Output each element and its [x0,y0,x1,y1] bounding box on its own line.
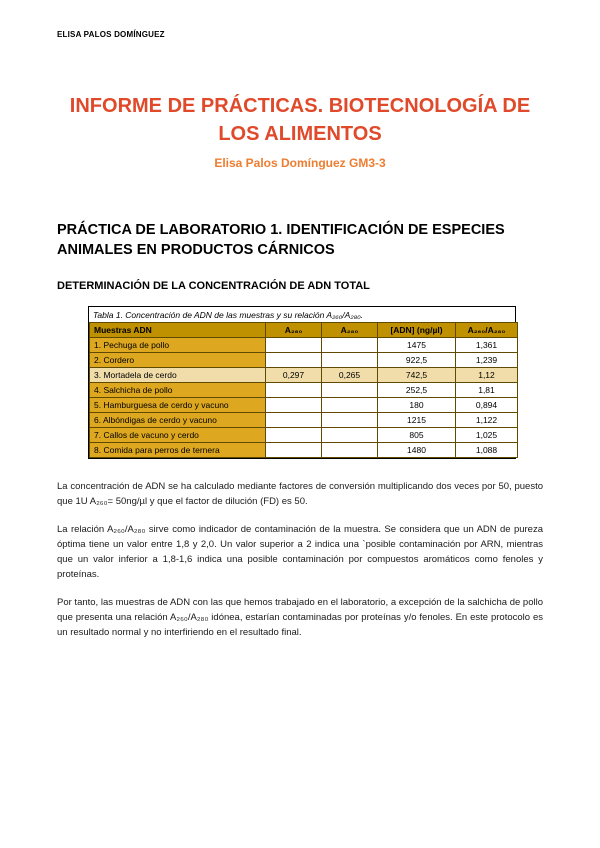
col-header-a280: A₂₈₀ [322,322,378,337]
a260-value [266,397,322,412]
ratio-value: 1,12 [456,367,518,382]
table-row [90,397,518,412]
a280-value [322,337,378,352]
a280-value [322,412,378,427]
adn-value: 805 [378,427,456,442]
ratio-value: 1,239 [456,352,518,367]
table-header-row [90,322,518,337]
adn-value: 742,5 [378,367,456,382]
adn-value: 1215 [378,412,456,427]
sample-name: 2. Cordero [90,352,266,367]
sample-name: 3. Mortadela de cerdo [90,367,266,382]
adn-value: 1480 [378,442,456,457]
paragraph-ratio: La relación A₂₆₀/A₂₈₀ sirve como indicador de contaminación de la muestra. Se considera que un ADN de pureza óptima tiene un valor entre 1,8 y 2,0. Un valor superior a 2 indica una `posible contaminación por ARN, mientras que un valor inferior a 1,8-1,6 indica una posible contaminación por compuestos aromáticos como fenoles y proteínas. [57,523,543,580]
ratio-value: 1,025 [456,427,518,442]
a280-value [322,382,378,397]
a260-value [266,352,322,367]
a280-value [322,352,378,367]
col-header-a260: A₂₆₀ [266,322,322,337]
a260-value [266,382,322,397]
dna-table-container [88,306,516,459]
sample-name: 8. Comida para perros de ternera [90,442,266,457]
col-header-adn: [ADN] (ng/µl) [378,322,456,337]
subsection-heading: DETERMINACIÓN DE LA CONCENTRACIÓN DE ADN TOTAL [57,279,370,292]
sample-name: 4. Salchicha de pollo [90,382,266,397]
table-caption: Tabla 1. Concentración de ADN de las muestras y su relación A₂₆₀/A₂₈₀. [93,309,364,320]
a260-value: 0,297 [266,367,322,382]
table-row [90,442,518,457]
ratio-value: 1,122 [456,412,518,427]
sample-name: 7. Callos de vacuno y cerdo [90,427,266,442]
document-subtitle: Elisa Palos Domínguez GM3-3 [214,156,386,171]
a280-value [322,427,378,442]
table-row [90,382,518,397]
adn-value: 922,5 [378,352,456,367]
adn-value: 1475 [378,337,456,352]
a260-value [266,337,322,352]
document-title: INFORME DE PRÁCTICAS. BIOTECNOLOGÍA DE LOS ALIMENTOS [69,95,531,145]
col-header-muestras: Muestras ADN [90,322,266,337]
adn-value: 180 [378,397,456,412]
table-row [90,367,518,382]
ratio-value: 1,361 [456,337,518,352]
sample-name: 6. Albóndigas de cerdo y vacuno [90,412,266,427]
sample-name: 1. Pechuga de pollo [90,337,266,352]
dna-concentration-table [89,322,518,458]
ratio-value: 0,894 [456,397,518,412]
table-row [90,427,518,442]
table-row [90,337,518,352]
ratio-value: 1,088 [456,442,518,457]
a280-value [322,397,378,412]
a260-value [266,412,322,427]
ratio-value: 1,81 [456,382,518,397]
a260-value [266,442,322,457]
a260-value [266,427,322,442]
paragraph-concentration: La concentración de ADN se ha calculado mediante factores de conversión multiplicando dos veces por 50, puesto que 1U A₂₆₀= 50ng/µl y que el factor de dilución (FD) es 50. [57,480,543,507]
table-row [90,352,518,367]
a280-value [322,442,378,457]
paragraph-conclusion: Por tanto, las muestras de ADN con las que hemos trabajado en el laboratorio, a excepción de la salchicha de pollo que presenta una relación A₂₆₀/A₂₈₀ idónea, estarían contaminadas por proteínas y/o fenoles. En este protocolo es un resultado normal y no interfiriendo en el resultado final. [57,596,543,638]
section-heading: PRÁCTICA DE LABORATORIO 1. IDENTIFICACIÓN DE ESPECIES ANIMALES EN PRODUCTOS CÁRNICOS [57,222,505,259]
running-header: ELISA PALOS DOMÍNGUEZ [57,30,165,39]
col-header-ratio: A₂₆₀/A₂₈₀ [456,322,518,337]
sample-name: 5. Hamburguesa de cerdo y vacuno [90,397,266,412]
a280-value: 0,265 [322,367,378,382]
adn-value: 252,5 [378,382,456,397]
table-row [90,412,518,427]
